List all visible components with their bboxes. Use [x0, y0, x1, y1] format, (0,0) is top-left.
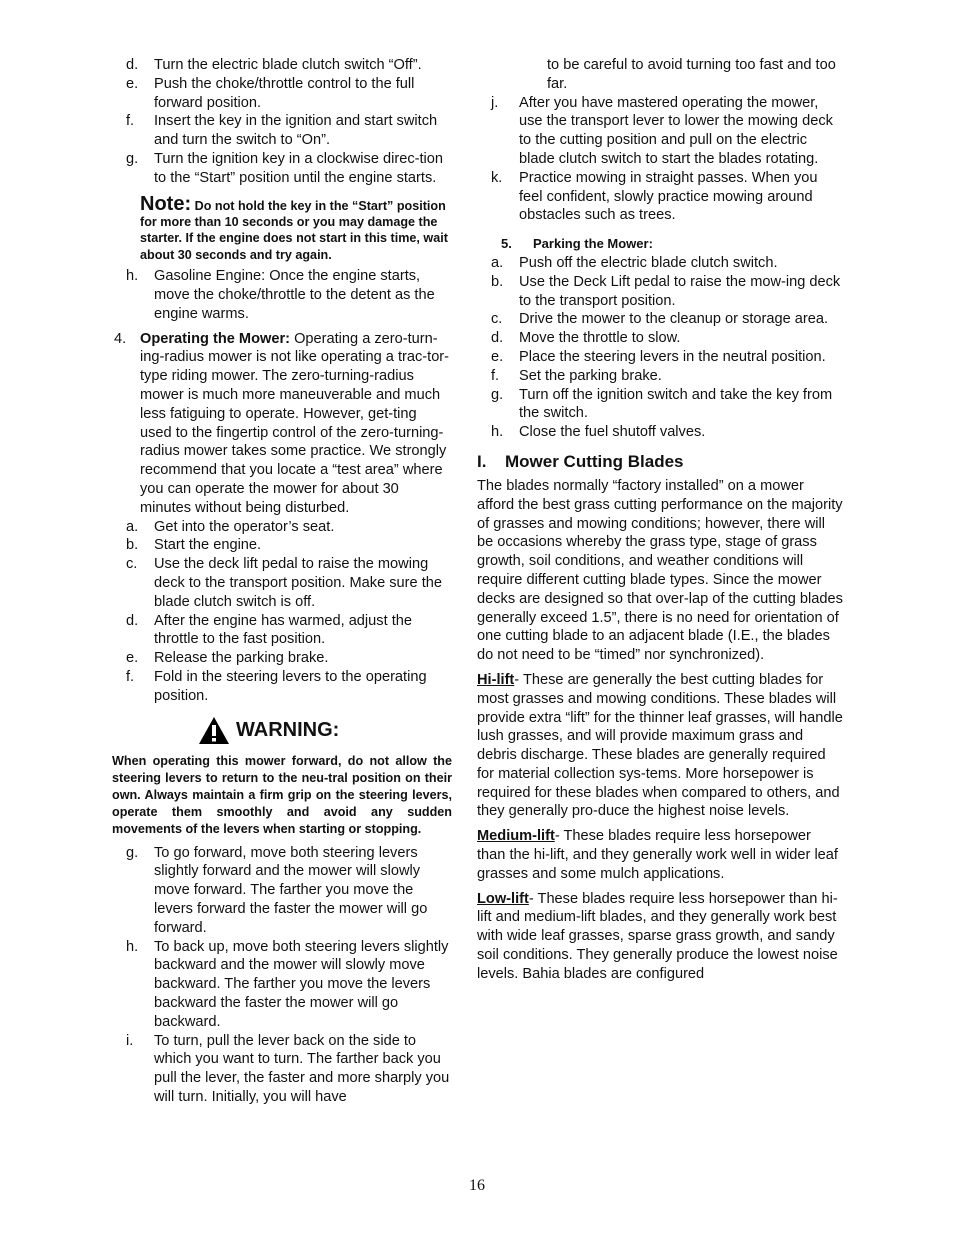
step-f-fold-levers [112, 668, 452, 706]
medium-lift-text: - These blades require less horsepower than the hi-lift, and they generally work well in wider leaf grasses and some mulch applications. [477, 828, 838, 882]
hi-lift-paragraph [477, 671, 843, 821]
step-label: c. [491, 311, 503, 328]
step-text: Get into the operator’s seat. [154, 518, 335, 535]
step-i-continuation: to be careful to avoid turning too fast and too far. [547, 57, 836, 92]
step-j-mastered [477, 94, 843, 169]
step-k-practice [477, 169, 843, 225]
step-label: c. [126, 556, 138, 573]
step-h-backward [112, 938, 452, 1032]
step-h-gasoline [112, 267, 452, 323]
step-label: h. [491, 424, 504, 441]
right-column [477, 56, 843, 990]
step-a-seat [112, 518, 452, 537]
parking-step-c [477, 310, 843, 329]
step-text: Place the steering levers in the neutral position. [519, 348, 826, 365]
step-text: Insert the key in the ignition and start switch and turn the switch to “On”. [154, 113, 438, 149]
warning-triangle-icon [198, 716, 230, 745]
step-text: After you have mastered operating the mower, use the transport lever to lower the mowing deck to the cutting position and pull on the electric blade clutch switch to start the blades rotating. [519, 94, 833, 167]
step-text: To go forward, move both steering levers slightly forward and the mower will slowly move forward. The farther you move the levers forward the faster the mower will go forward. [154, 844, 428, 936]
blades-intro: The blades normally “factory installed” on a mower afford the best grass cutting performance on the majority of grasses and mowing conditions; however, there will be occasions whereby the grass type, stage of grass growth, soil conditions, and weather conditions will require different cutting blade types. Since the mower decks are designed so that over-lap of the cutting blades generally exceed 1.5”, there is no need for orientation of one cutting blade to an adjacent blade (I.E., the blades do not need to be “timed” nor synchronized). [477, 477, 843, 664]
step-text: After the engine has warmed, adjust the throttle to the fast position. [154, 612, 412, 648]
step-g-turn-key [112, 150, 452, 188]
step-text: Push the choke/throttle control to the full forward position. [154, 75, 415, 111]
step-d-clutch-off [112, 56, 452, 75]
step-text: Set the parking brake. [519, 367, 662, 384]
low-lift-text: - These blades require less horsepower than hi-lift and medium-lift blades, and they generally work best with wide leaf grasses, sparse grass growth, and sandy soil conditions. They generally produce the lowest noise levels. Bahia blades are configured [477, 890, 838, 982]
step-label: d. [126, 612, 139, 629]
step-text: Release the parking brake. [154, 650, 329, 667]
step-label: b. [126, 537, 139, 554]
hi-lift-term: Hi-lift [477, 671, 515, 688]
parking-step-h [477, 423, 843, 442]
step-d-throttle [112, 612, 452, 650]
medium-lift-paragraph [477, 827, 843, 883]
step-label: f. [126, 113, 135, 130]
parking-step-a [477, 254, 843, 273]
step-text: Start the engine. [154, 537, 262, 554]
step-text: Drive the mower to the cleanup or storage area. [519, 311, 829, 328]
step-text: Turn the ignition key in a clockwise direc-tion to the “Start” position until the engine starts. [154, 150, 444, 186]
section-letter: I. [477, 451, 487, 471]
low-lift-paragraph [477, 890, 843, 984]
step-c-deck-lift [112, 555, 452, 611]
step-text: Push off the electric blade clutch switch. [519, 254, 778, 271]
step-label: e. [126, 75, 139, 92]
step-text: Fold in the steering levers to the operating position. [154, 668, 427, 704]
step-label: g. [491, 386, 504, 403]
step-label: g. [126, 844, 139, 861]
warning-text: When operating this mower forward, do not allow the steering levers to return to the neu-tral position on their own. Always maintain a firm grip on the steering levers, operate them smoothly and avoid any sudden movements of the levers when starting or stopping. [112, 753, 452, 836]
hi-lift-text: - These are generally the best cutting blades for most grasses and mowing conditions. These blades will provide extra “lift” for the thinner leaf grasses, will handle lush grasses, and will provide maximum grass and debris discharge. These blades are generally required for material collection sys-tems. More horsepower is required for these blades when compared to others, and they generally pro-duce the highest noise levels. [477, 671, 843, 820]
section-5-parking [477, 235, 843, 254]
step-text: Move the throttle to slow. [519, 330, 681, 347]
step-f-insert-key [112, 112, 452, 150]
step-label: b. [491, 273, 504, 290]
step-text: To back up, move both steering levers slightly backward and the mower will slowly move backward. The farther you move the levers backward the faster the mower will go backward. [154, 938, 449, 1030]
note-block [112, 194, 452, 264]
section-i-heading [477, 451, 843, 473]
step-e-brake [112, 649, 452, 668]
left-column [112, 56, 452, 1107]
parking-step-b [477, 273, 843, 311]
parking-step-d [477, 329, 843, 348]
warning-heading [198, 716, 452, 745]
page-number: 16 [469, 1177, 485, 1194]
step-g-forward [112, 844, 452, 938]
step-b-start [112, 536, 452, 555]
section-number: 4. [114, 330, 127, 347]
step-label: h. [126, 268, 139, 285]
step-text: Turn the electric blade clutch switch “Off”. [154, 57, 422, 73]
section-number: 5. [501, 236, 512, 252]
section-4-operating [112, 330, 452, 518]
parking-step-f [477, 367, 843, 386]
step-label: a. [491, 254, 504, 271]
step-text: To turn, pull the lever back on the side to which you want to turn. The farther back you pull the lever, the faster and more sharply you will turn. Initially, you will have [154, 1032, 450, 1105]
step-label: e. [491, 348, 504, 365]
step-label: e. [126, 650, 139, 667]
step-label: i. [126, 1032, 134, 1049]
parking-step-e [477, 348, 843, 367]
step-text: Practice mowing in straight passes. When you feel confident, slowly practice mowing around obstacles such as trees. [519, 169, 818, 224]
step-label: k. [491, 169, 503, 186]
medium-lift-term: Medium-lift [477, 828, 555, 845]
step-text: Gasoline Engine: Once the engine starts, move the choke/throttle to the detent as the engine warms. [154, 268, 435, 322]
step-i-turn [112, 1032, 452, 1107]
note-heading: Note: [140, 192, 192, 215]
warning-title: WARNING: [236, 718, 340, 741]
section-title: Parking the Mower: [533, 236, 653, 252]
parking-step-g [477, 386, 843, 424]
section-title: Mower Cutting Blades [505, 451, 684, 471]
step-text: Turn off the ignition switch and take the key from the switch. [519, 386, 833, 422]
step-label: d. [126, 57, 139, 73]
step-text: Close the fuel shutoff valves. [519, 424, 706, 441]
step-label: a. [126, 518, 139, 535]
step-text: Use the deck lift pedal to raise the mowing deck to the transport position. Make sure the blade clutch switch is off. [154, 556, 442, 610]
step-label: j. [491, 94, 499, 111]
low-lift-term: Low-lift [477, 890, 529, 907]
step-label: f. [491, 367, 500, 384]
section-text: Operating a zero-turn-ing-radius mower is not like operating a trac-tor-type riding mower. The zero-turning-radius mower is much more maneuverable and much less fatiguing to operate. However, get-ting used to the fingertip control of the zero-turning-radius mower takes some practice. We strongly recommend that you locate a “test area” where you can operate the mower for about 30 minutes without being disturbed. [140, 330, 450, 516]
note-text: Do not hold the key in the “Start” position for more than 10 seconds or you may damage the starter. If the engine does not start in this time, wait about 30 seconds and try again. [140, 198, 448, 262]
step-label: f. [126, 668, 135, 685]
step-e-choke [112, 75, 452, 113]
step-text: Use the Deck Lift pedal to raise the mow-ing deck to the transport position. [519, 273, 841, 309]
step-label: g. [126, 150, 139, 167]
section-title: Operating the Mower: [140, 330, 290, 347]
step-label: d. [491, 330, 504, 347]
step-label: h. [126, 938, 139, 955]
